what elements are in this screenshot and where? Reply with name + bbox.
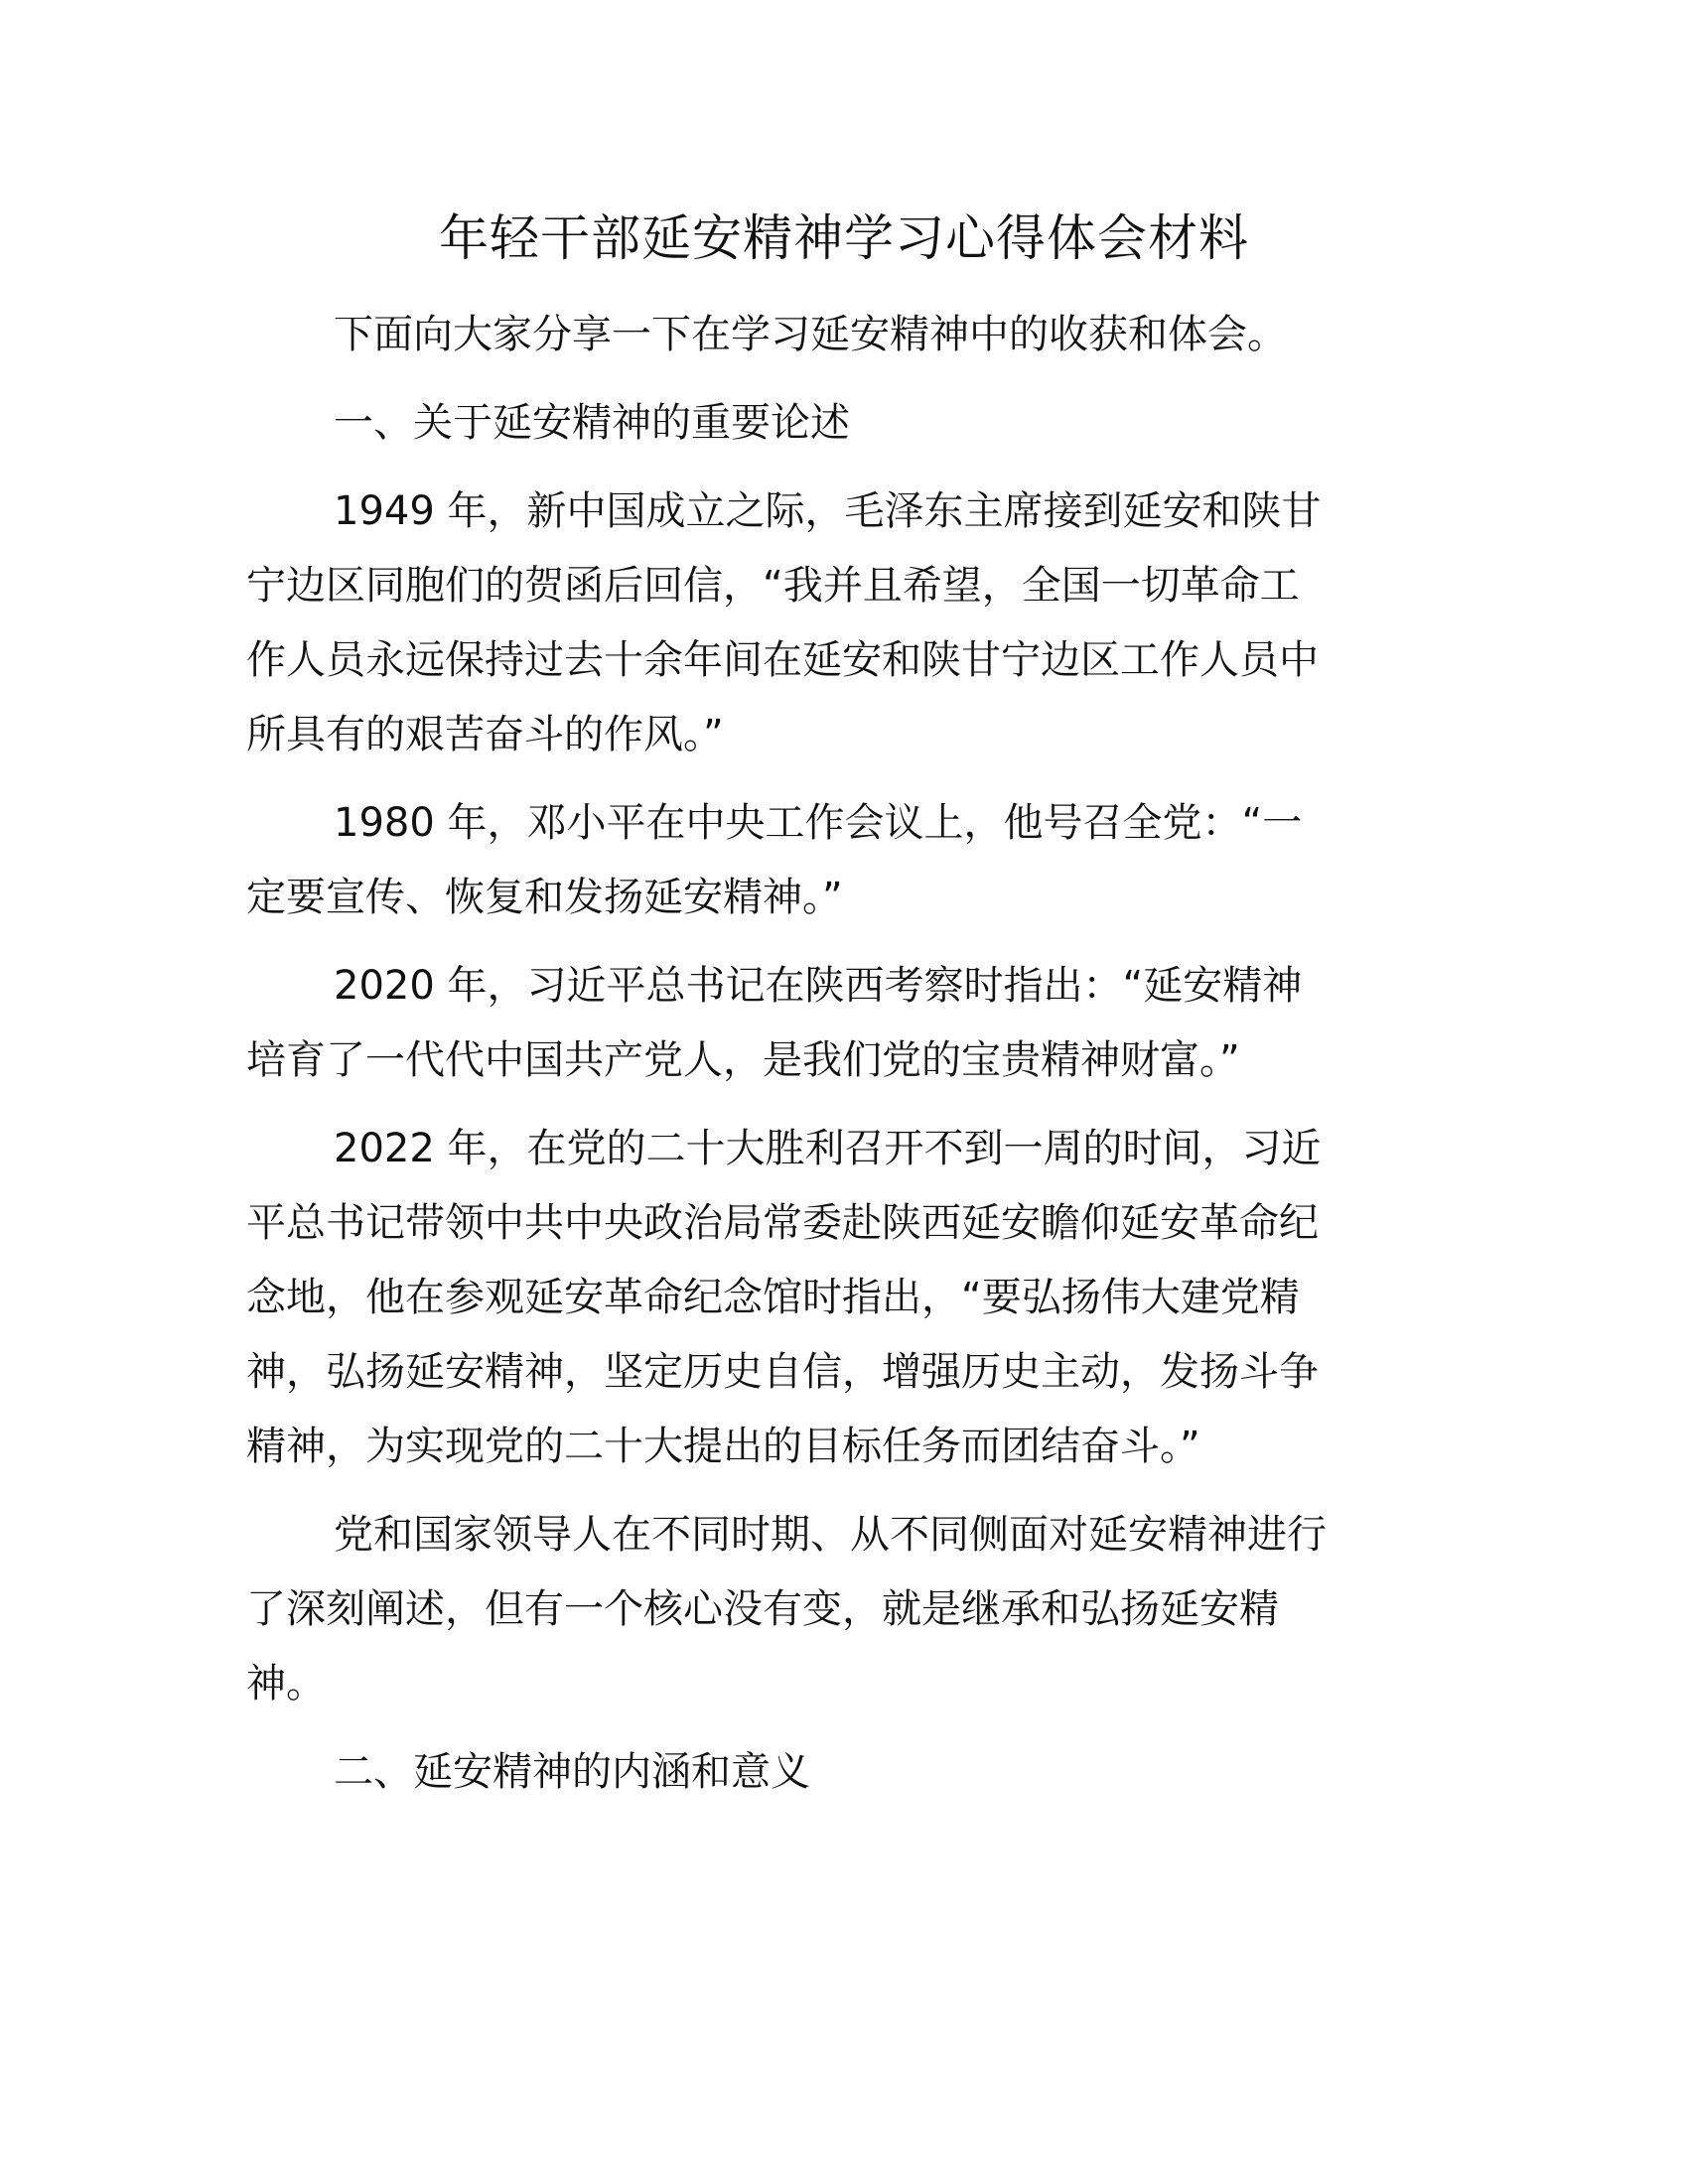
text-line: 神。 bbox=[246, 1661, 326, 1706]
paragraph-1949 bbox=[246, 475, 1438, 772]
text-line: 下面向大家分享一下在学习延安精神中的收获和体会。 bbox=[334, 312, 1287, 357]
text-line: 定要宣传、恢复和发扬延安精神。” bbox=[246, 875, 843, 920]
text-line: 所具有的艰苦奋斗的作风。” bbox=[246, 712, 724, 757]
section-heading-1 bbox=[246, 386, 1438, 461]
text-line: 2020 年，习近平总书记在陕西考察时指出：“延安精神 bbox=[334, 963, 1303, 1009]
paragraph-2022 bbox=[246, 1112, 1438, 1484]
section-heading-2 bbox=[246, 1735, 1438, 1810]
text-line: 念地，他在参观延安革命纪念馆时指出，“要弘扬伟大建党精 bbox=[246, 1275, 1300, 1320]
text-line: 党和国家领导人在不同时期、从不同侧面对延安精神进行 bbox=[334, 1512, 1327, 1558]
text-line: 神，弘扬延安精神，坚定历史自信，增强历史主动，发扬斗争 bbox=[246, 1349, 1319, 1395]
paragraph-1980 bbox=[246, 786, 1438, 935]
text-line: 二、延安精神的内涵和意义 bbox=[334, 1749, 810, 1795]
text-line: 作人员永远保持过去十余年间在延安和陕甘宁边区工作人员中 bbox=[246, 637, 1319, 683]
text-line: 精神，为实现党的二十大提出的目标任务而团结奋斗。” bbox=[246, 1424, 1200, 1469]
text-line: 平总书记带领中共中央政治局常委赴陕西延安瞻仰延安革命纪 bbox=[246, 1200, 1319, 1246]
document-title: 年轻干部延安精神学习心得体会材料 bbox=[439, 209, 1249, 267]
paragraph-intro bbox=[246, 298, 1438, 372]
text-line: 一、关于延安精神的重要论述 bbox=[334, 400, 850, 446]
text-line: 1980 年，邓小平在中央工作会议上，他号召全党：“一 bbox=[334, 800, 1303, 846]
text-line: 宁边区同胞们的贺函后回信，“我并且希望，全国一切革命工 bbox=[246, 563, 1300, 609]
text-line: 了深刻阐述，但有一个核心没有变，就是继承和弘扬延安精 bbox=[246, 1586, 1279, 1632]
text-line: 1949 年，新中国成立之际，毛泽东主席接到延安和陕甘 bbox=[334, 488, 1322, 534]
paragraph-2020 bbox=[246, 949, 1438, 1098]
paragraph-summary bbox=[246, 1498, 1438, 1721]
text-line: 2022 年，在党的二十大胜利召开不到一周的时间，习近 bbox=[334, 1126, 1322, 1171]
text-line: 培育了一代代中国共产党人，是我们党的宝贵精神财富。” bbox=[246, 1037, 1240, 1083]
document-body bbox=[246, 298, 1438, 1824]
